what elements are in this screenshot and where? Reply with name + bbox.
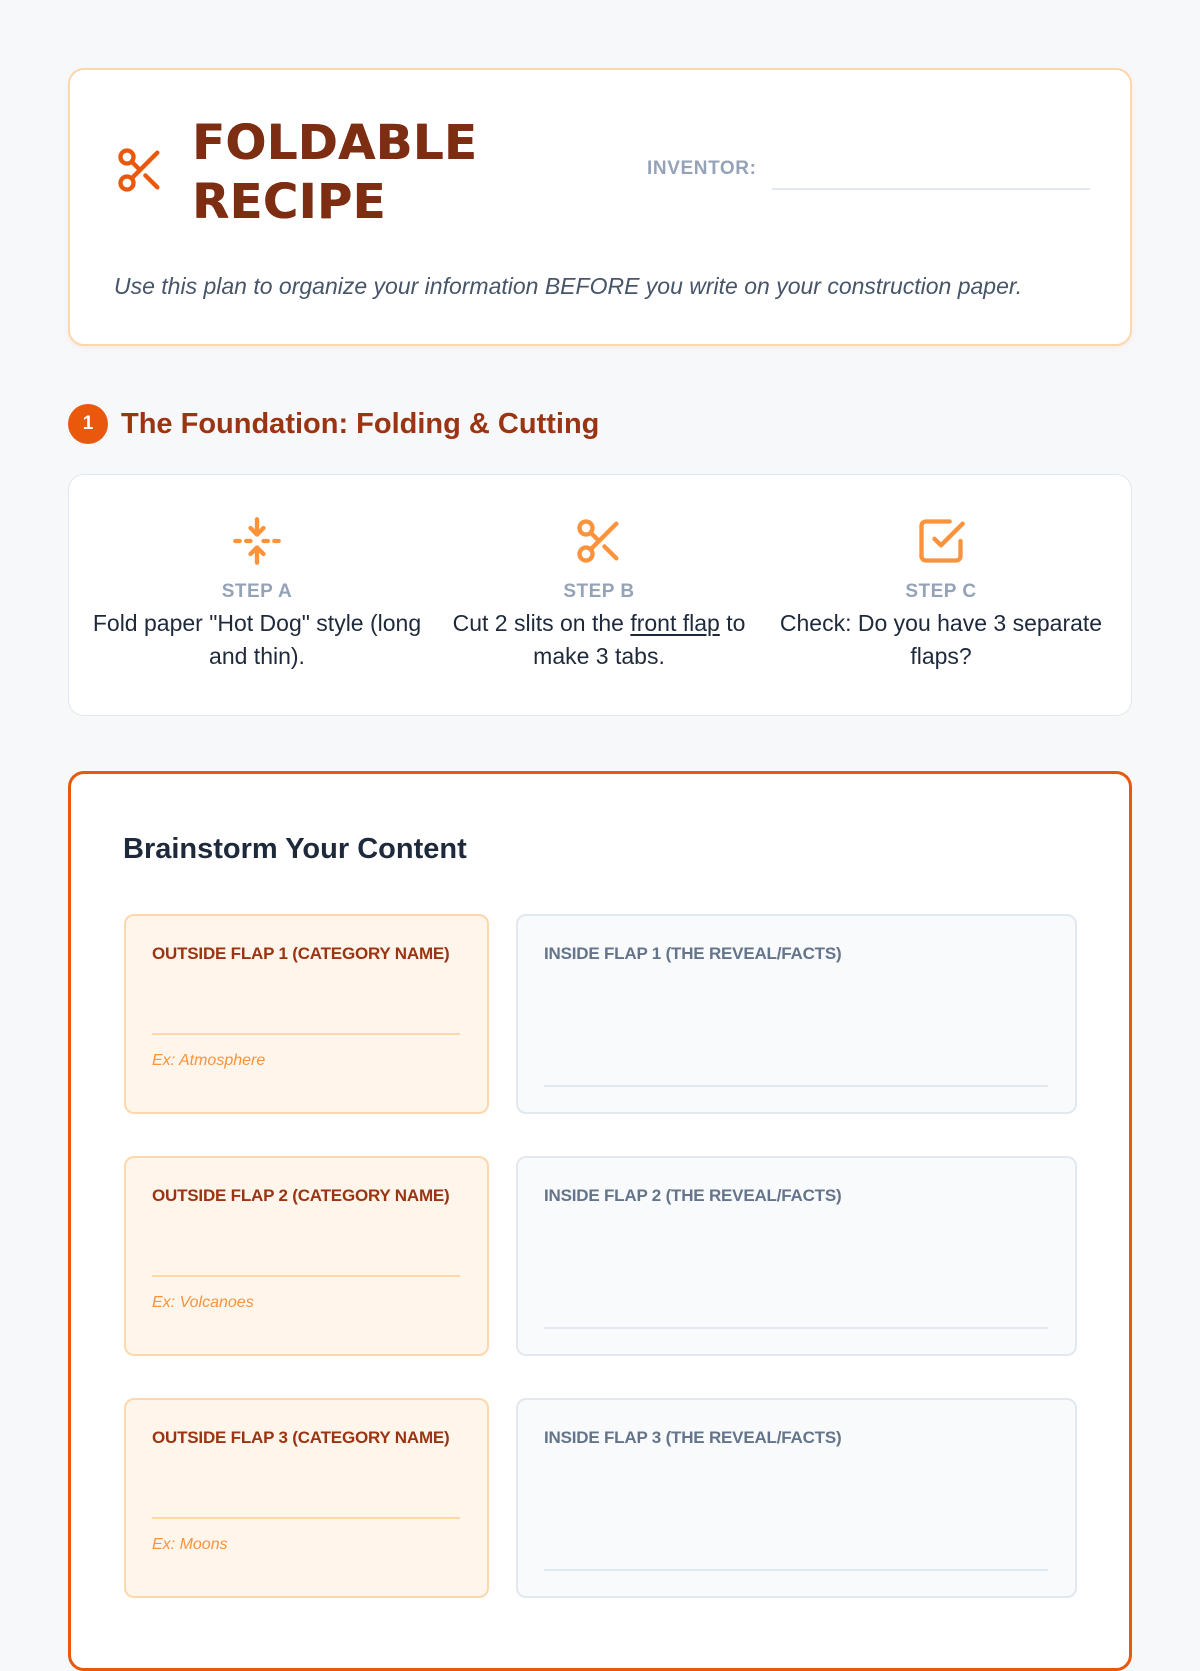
section-heading bbox=[68, 404, 1132, 444]
step-c-text: Check: Do you have 3 separate flaps? bbox=[779, 610, 1103, 669]
step-b-text-start: Cut 2 slits on the bbox=[452, 610, 631, 636]
inside-flap-1-line bbox=[544, 1085, 1048, 1087]
step-a-text: Fold paper "Hot Dog" style (long and thin). bbox=[92, 610, 422, 669]
step-b-text-underlined: front flap bbox=[630, 610, 720, 636]
step-a-label: STEP A bbox=[221, 581, 293, 602]
inside-flap-2-line bbox=[544, 1327, 1048, 1329]
step-b-text bbox=[429, 607, 769, 673]
brainstorm-title: Brainstorm Your Content bbox=[123, 833, 467, 865]
outside-flap-2-example: Ex: Volcanoes bbox=[152, 1294, 254, 1311]
outside-flap-3-box[interactable] bbox=[124, 1398, 489, 1598]
outside-flap-1-line bbox=[152, 1033, 460, 1035]
outside-flap-3-line bbox=[152, 1517, 460, 1519]
inside-flap-3-label: INSIDE FLAP 3 (THE REVEAL/FACTS) bbox=[544, 1428, 842, 1447]
instructions-text: Use this plan to organize your information BEFORE you write on your construction paper. bbox=[114, 273, 1023, 299]
outside-flap-3-label: OUTSIDE FLAP 3 (CATEGORY NAME) bbox=[152, 1428, 450, 1447]
step-b-text-end: to make 3 tabs. bbox=[533, 610, 746, 669]
outside-flap-2-box[interactable] bbox=[124, 1156, 489, 1356]
title-line-1: FOLDABLE bbox=[192, 115, 478, 171]
outside-flap-2-label: OUTSIDE FLAP 2 (CATEGORY NAME) bbox=[152, 1186, 450, 1205]
outside-flap-3-example: Ex: Moons bbox=[152, 1536, 228, 1553]
flap-row-2 bbox=[124, 1156, 1080, 1356]
inventor-label: INVENTOR: bbox=[647, 158, 757, 179]
section-number-badge: 1 bbox=[68, 404, 108, 444]
checkbox-icon bbox=[915, 515, 967, 567]
outside-flap-1-label: OUTSIDE FLAP 1 (CATEGORY NAME) bbox=[152, 944, 450, 963]
brainstorm-card bbox=[68, 771, 1132, 1671]
scissors-icon bbox=[114, 142, 166, 198]
inventor-field[interactable] bbox=[772, 188, 1090, 190]
step-c bbox=[771, 515, 1111, 673]
outside-flap-2-line bbox=[152, 1275, 460, 1277]
fold-icon bbox=[231, 515, 283, 567]
step-b-label: STEP B bbox=[563, 581, 635, 602]
inside-flap-1-label: INSIDE FLAP 1 (THE REVEAL/FACTS) bbox=[544, 944, 842, 963]
steps-card bbox=[68, 474, 1132, 716]
scissors-icon bbox=[573, 515, 625, 567]
header-card bbox=[68, 68, 1132, 346]
inside-flap-2-label: INSIDE FLAP 2 (THE REVEAL/FACTS) bbox=[544, 1186, 842, 1205]
inside-flap-3-box[interactable] bbox=[516, 1398, 1077, 1598]
outside-flap-1-example: Ex: Atmosphere bbox=[152, 1052, 266, 1069]
section-title: The Foundation: Folding & Cutting bbox=[121, 408, 600, 440]
worksheet bbox=[68, 68, 1132, 1553]
flap-row-1 bbox=[124, 914, 1080, 1114]
inside-flap-2-box[interactable] bbox=[516, 1156, 1077, 1356]
step-c-label: STEP C bbox=[905, 581, 977, 602]
title-line-2: RECIPE bbox=[192, 174, 386, 230]
page-title bbox=[192, 114, 592, 232]
inside-flap-1-box[interactable] bbox=[516, 914, 1077, 1114]
step-a bbox=[87, 515, 427, 673]
inside-flap-3-line bbox=[544, 1569, 1048, 1571]
step-b bbox=[429, 515, 769, 673]
outside-flap-1-box[interactable] bbox=[124, 914, 489, 1114]
flap-row-3 bbox=[124, 1398, 1080, 1598]
